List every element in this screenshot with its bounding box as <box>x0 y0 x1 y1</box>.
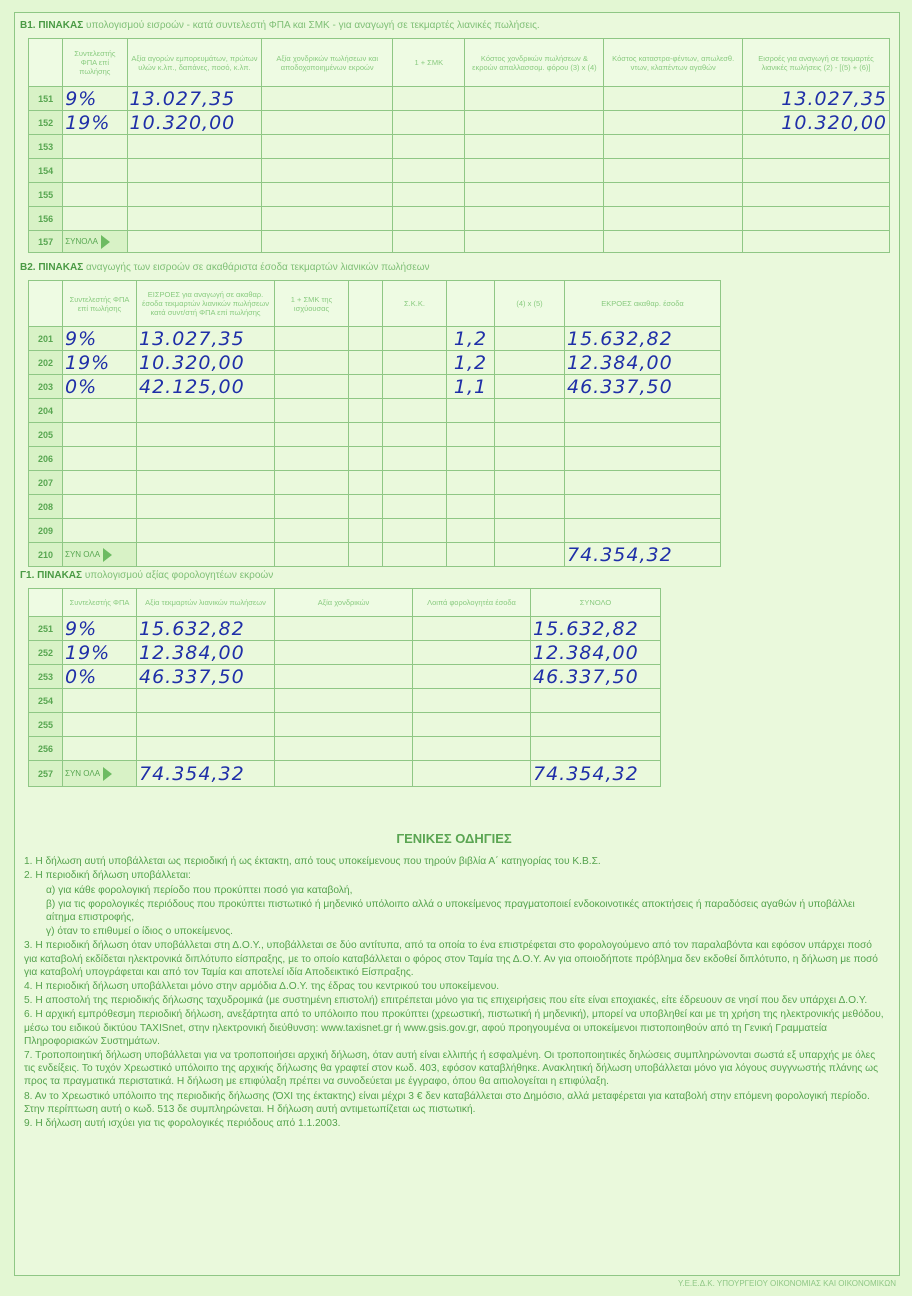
smk-cell[interactable] <box>393 207 465 231</box>
inputs-cell[interactable]: 10.320,00 <box>137 351 275 375</box>
other-cell[interactable] <box>413 689 531 713</box>
instruction-item: 3. Η περιοδική δήλωση όταν υποβάλλεται στη Δ.Ο.Υ., υποβάλλεται σε δύο αντίτυπα, από τα οποία το ένα επιστρέφεται στο φορολογούμενο από τον παραλαβόντα και εφόσον υπάρχει ποσό για καταβολή εκδίδεται ηλεκτρονικά διπλότυπο είσπραξης, με το οποίο καταβάλλεται ο φόρος στον Ταμία της Δ.Ο.Υ. Αν για οποιοδήποτε πρόβλημα δεν εκδοθεί διπλότυπο, η δήλωση με ποσό για καταβολή υπογράφεται και από τον Ταμία και αποτελεί ιδία Αποδεικτικό Είσπραξης. <box>24 940 878 978</box>
purchases-cell[interactable] <box>127 135 262 159</box>
smk-cell[interactable] <box>393 159 465 183</box>
wholesale-cell[interactable] <box>262 159 393 183</box>
skk-cell[interactable] <box>383 519 447 543</box>
b2-row <box>29 471 721 495</box>
wholesale-cell[interactable] <box>262 111 393 135</box>
wholesale-cell[interactable] <box>275 641 413 665</box>
wholesale-cell[interactable] <box>262 207 393 231</box>
total-cell[interactable] <box>495 543 565 567</box>
row-number: 201 <box>29 327 63 351</box>
skk-cell[interactable] <box>383 471 447 495</box>
inputs-cell[interactable]: 13.027,35 <box>137 327 275 351</box>
instruction-item: 1. Η δήλωση αυτή υποβάλλεται ως περιοδική ή ως έκτακτη, από τους υποκείμενους που τηρούν βιβλία Α΄ κατηγορίας του Κ.Β.Σ. <box>24 856 601 868</box>
arrow-right-icon <box>101 235 110 249</box>
rate-cell[interactable]: 0% <box>63 665 137 689</box>
retail-cell[interactable] <box>137 689 275 713</box>
b1-header-rate: Συντελεστής ΦΠΑ επί πωλήσης <box>63 39 127 87</box>
row-number: 256 <box>29 737 63 761</box>
smk-sub-cell[interactable] <box>349 351 383 375</box>
smk-sub-cell[interactable] <box>349 327 383 351</box>
smk-sub-cell[interactable] <box>349 471 383 495</box>
b2-header-skk: Σ.Κ.Κ. <box>383 281 447 327</box>
wholesale-cell[interactable] <box>262 183 393 207</box>
inputs-cell[interactable] <box>137 471 275 495</box>
smk-sub-cell[interactable] <box>349 519 383 543</box>
purchases-cell[interactable]: 10.320,00 <box>127 111 262 135</box>
total-retail-cell[interactable]: 74.354,32 <box>137 761 275 787</box>
b1-total-row <box>29 231 890 253</box>
rate-cell[interactable] <box>63 135 127 159</box>
rate-cell[interactable] <box>63 159 127 183</box>
g1-section-title: Γ1. ΠΙΝΑΚΑΣ υπολογισμού αξίας φορολογητέων εκροών <box>20 570 274 581</box>
b2-row <box>29 375 721 399</box>
total-label-text: ΣΥΝ ΟΛΑ <box>65 549 101 559</box>
rate-cell[interactable]: 19% <box>63 351 137 375</box>
smk-sub-cell[interactable] <box>349 423 383 447</box>
destroyed-cell[interactable] <box>604 207 743 231</box>
other-cell[interactable] <box>413 641 531 665</box>
product-cell[interactable] <box>495 351 565 375</box>
instruction-item: β) για τις φορολογικές περιόδους που προκύπτει πιστωτικό ή μηδενικό υπόλοιπο αλλά ο υποκείμενος πραγματοποιεί ενδοκοινοτικές αποκτήσεις ή παραδόσεις αγαθών ή υποβάλλει αίτημα επιστροφής, <box>46 898 855 924</box>
rate-cell[interactable] <box>63 207 127 231</box>
total-cell[interactable] <box>383 543 447 567</box>
smk-sub-cell[interactable] <box>349 375 383 399</box>
instruction-item: 6. Η αρχική εμπρόθεσμη περιοδική δήλωση, ανεξάρτητα από το υπόλοιπο που προκύπτει (χρεωστική, πιστωτική ή μηδενική), μπορεί να υποβληθεί και με τη χρήση της ηλεκτρονικής μεθόδου, μέσω του ειδικού δικτύου TAXISnet, στην ηλεκτρονική διεύθυνση: www.taxisnet.gr ή www.gsis.gov.gr, αφού προηγουμένα οι υποκείμενοι πιστοποιηθούν από τη Γενική Γραμματεία Πληροφοριακών Συστημάτων. <box>24 1009 884 1047</box>
skk-cell[interactable] <box>383 447 447 471</box>
total-cell[interactable] <box>531 689 661 713</box>
b1-header-cost: Κόστος χονδρικών πωλήσεων & εκροών απαλλασσομ. φόρου (3) x (4) <box>465 39 604 87</box>
row-number: 206 <box>29 447 63 471</box>
rate-cell[interactable] <box>63 183 127 207</box>
arrow-right-icon <box>103 548 112 562</box>
b1-header-destroyed: Κόστος καταστρα-φέντων, απωλεσθ. ντων, κλαπέντων αγαθών <box>604 39 743 87</box>
b1-header-purchases: Αξία αγορών εμπορευμάτων, πρώτων υλών κ.λπ., δαπάνες, ποσό, κ.λπ. <box>127 39 262 87</box>
wholesale-cell[interactable] <box>275 665 413 689</box>
outputs-cell[interactable] <box>565 399 721 423</box>
b2-table <box>28 280 721 567</box>
inputs-cell[interactable] <box>137 447 275 471</box>
row-number: 254 <box>29 689 63 713</box>
g1-row <box>29 737 661 761</box>
coefficient-cell[interactable] <box>447 447 495 471</box>
row-number: 205 <box>29 423 63 447</box>
destroyed-cell[interactable] <box>604 111 743 135</box>
total-cell[interactable] <box>393 231 465 253</box>
rate-cell[interactable] <box>63 713 137 737</box>
g1-total-row <box>29 761 661 787</box>
retail-cell[interactable]: 46.337,50 <box>137 665 275 689</box>
b2-section-title: Β2. ΠΙΝΑΚΑΣ αναγωγής των εισροών σε ακαθάριστα έσοδα τεκμαρτών λιανικών πωλήσεων <box>20 262 430 273</box>
general-instructions <box>24 832 884 1131</box>
total-cell[interactable] <box>127 231 262 253</box>
smk-sub-cell[interactable] <box>349 447 383 471</box>
smk-cell[interactable] <box>275 423 349 447</box>
rate-cell[interactable] <box>63 495 137 519</box>
b2-subtitle: αναγωγής των εισροών σε ακαθάριστα έσοδα τεκμαρτών λιανικών πωλήσεων <box>86 262 430 273</box>
retail-cell[interactable] <box>137 713 275 737</box>
total-label <box>63 761 137 787</box>
smk-cell[interactable] <box>393 87 465 111</box>
rate-cell[interactable] <box>63 447 137 471</box>
rate-cell[interactable]: 9% <box>63 617 137 641</box>
b2-row <box>29 423 721 447</box>
smk-sub-cell[interactable] <box>349 399 383 423</box>
total-cell[interactable] <box>465 231 604 253</box>
smk-cell[interactable] <box>275 375 349 399</box>
rate-cell[interactable] <box>63 423 137 447</box>
total-cell[interactable]: 12.384,00 <box>531 641 661 665</box>
row-number: 154 <box>29 159 63 183</box>
total-label-text: ΣΥΝ ΟΛΑ <box>65 768 101 778</box>
rate-cell[interactable]: 9% <box>63 87 127 111</box>
inputs-cell[interactable] <box>743 135 890 159</box>
cost-cell[interactable] <box>465 135 604 159</box>
total-label <box>63 543 137 567</box>
coefficient-cell[interactable]: 1,2 <box>447 351 495 375</box>
smk-cell[interactable] <box>393 111 465 135</box>
purchases-cell[interactable]: 13.027,35 <box>127 87 262 111</box>
total-wholesale-cell[interactable] <box>275 761 413 787</box>
b2-header-smk: 1 + ΣΜΚ της ισχύουσας <box>275 281 349 327</box>
row-number: 157 <box>29 231 63 253</box>
coefficient-cell[interactable] <box>447 399 495 423</box>
b2-header-rate: Συντελεστής ΦΠΑ επί πωλήσης <box>63 281 137 327</box>
b1-row <box>29 207 890 231</box>
row-number: 209 <box>29 519 63 543</box>
coefficient-cell[interactable]: 1,2 <box>447 327 495 351</box>
outputs-cell[interactable]: 12.384,00 <box>565 351 721 375</box>
instruction-item: 2. Η περιοδική δήλωση υποβάλλεται: <box>24 870 191 882</box>
instruction-item: γ) όταν το επιθυμεί ο ίδιος ο υποκείμενος. <box>46 926 234 938</box>
skk-cell[interactable] <box>383 351 447 375</box>
total-cell[interactable]: 46.337,50 <box>531 665 661 689</box>
product-cell[interactable] <box>495 519 565 543</box>
row-number: 202 <box>29 351 63 375</box>
wholesale-cell[interactable] <box>262 135 393 159</box>
product-cell[interactable] <box>495 399 565 423</box>
total-cell[interactable] <box>447 543 495 567</box>
footer-publisher: Υ.Ε.Ε.Δ.Κ. ΥΠΟΥΡΓΕΙΟΥ ΟΙΚΟΝΟΜΙΑΣ ΚΑΙ ΟΙΚΟΝΟΜΙΚΩΝ <box>678 1279 896 1288</box>
outputs-cell[interactable]: 15.632,82 <box>565 327 721 351</box>
product-cell[interactable] <box>495 375 565 399</box>
inputs-cell[interactable] <box>137 399 275 423</box>
destroyed-cell[interactable] <box>604 87 743 111</box>
product-cell[interactable] <box>495 423 565 447</box>
b1-row <box>29 159 890 183</box>
retail-cell[interactable]: 12.384,00 <box>137 641 275 665</box>
rate-cell[interactable]: 9% <box>63 327 137 351</box>
coefficient-cell[interactable] <box>447 423 495 447</box>
row-number: 207 <box>29 471 63 495</box>
rate-cell[interactable] <box>63 737 137 761</box>
destroyed-cell[interactable] <box>604 183 743 207</box>
purchases-cell[interactable] <box>127 183 262 207</box>
retail-cell[interactable]: 15.632,82 <box>137 617 275 641</box>
total-label-text: ΣΥΝΟΛΑ <box>65 236 99 246</box>
outputs-cell[interactable] <box>565 471 721 495</box>
total-label <box>63 231 127 253</box>
smk-cell[interactable] <box>275 399 349 423</box>
b2-row <box>29 351 721 375</box>
product-cell[interactable] <box>495 327 565 351</box>
row-number: 156 <box>29 207 63 231</box>
row-number: 155 <box>29 183 63 207</box>
b1-subtitle: υπολογισμού εισροών - κατά συντελεστή ΦΠΑ και ΣΜΚ - για αναγωγή σε τεκμαρτές λιανικές πωλήσεις. <box>86 20 540 31</box>
b2-row <box>29 519 721 543</box>
total-cell[interactable] <box>275 543 349 567</box>
instruction-item: 8. Αν το Χρεωστικό υπόλοιπο της περιοδικής δήλωσης (ΌΧΙ της έκτακτης) είναι μέχρι 3 € δεν καταβάλλεται στο Δημόσιο, αλλά μεταφέρεται για καταβολή στην επόμενη φορολογική περίοδο. Στην περίπτωση αυτή ο κωδ. 513 δε συμπληρώνεται. Η δήλωση αυτή αντιμετωπίζεται ως πιστωτική. <box>24 1090 870 1115</box>
purchases-cell[interactable] <box>127 159 262 183</box>
cost-cell[interactable] <box>465 183 604 207</box>
smk-cell[interactable] <box>393 135 465 159</box>
total-cell[interactable] <box>349 543 383 567</box>
inputs-cell[interactable] <box>137 495 275 519</box>
rate-cell[interactable] <box>63 519 137 543</box>
row-number: 253 <box>29 665 63 689</box>
b1-header-inputs: Εισροές για αναγωγή σε τεκμαρτές λιανικές πωλήσεις (2) - [(5) + (6)] <box>743 39 890 87</box>
other-cell[interactable] <box>413 665 531 689</box>
outputs-cell[interactable]: 46.337,50 <box>565 375 721 399</box>
b2-row <box>29 495 721 519</box>
instruction-item: 7. Τροποποιητική δήλωση υποβάλλεται για να τροποποιήσει αρχική δήλωση, όταν αυτή είναι ελλιπής ή εσφαλμένη. Οι τροποποιητικές δηλώσεις συμπληρώνονται σωστά εξ υπαρχής με όλες τις ενδείξεις. Το τυχόν Χρεωστικό υπόλοιπο της αρχικής δήλωσης θα γραφτεί στον κωδ. 403, εφόσον καταβλήθηκε. Ανακλητική δήλωση υποβάλλεται μόνο για λόγους συγγνωστής πλάνης ως προς τα πραγματικά περιστατικά. Η δήλωση με επιφύλαξη πρέπει να συνοδεύεται με έγγραφο, όπου θα αιτιολογείται η επιφύλαξη. <box>24 1050 879 1088</box>
wholesale-cell[interactable] <box>275 737 413 761</box>
instructions-title: ΓΕΝΙΚΕΣ ΟΔΗΓΙΕΣ <box>396 831 512 846</box>
wholesale-cell[interactable] <box>275 617 413 641</box>
instruction-item: 4. Η περιοδική δήλωση υποβάλλεται μόνο στην αρμόδια Δ.Ο.Υ. της έδρας του κεντρικού του υποκείμενου. <box>24 981 500 993</box>
inputs-cell[interactable] <box>137 519 275 543</box>
arrow-right-icon <box>103 767 112 781</box>
rate-cell[interactable]: 0% <box>63 375 137 399</box>
skk-cell[interactable] <box>383 375 447 399</box>
total-cell[interactable] <box>531 713 661 737</box>
row-number: 251 <box>29 617 63 641</box>
instruction-item: α) για κάθε φορολογική περίοδο που προκύπτει ποσό για καταβολή, <box>46 884 353 896</box>
row-number: 252 <box>29 641 63 665</box>
b1-row <box>29 183 890 207</box>
wholesale-cell[interactable] <box>275 689 413 713</box>
total-cell[interactable] <box>743 231 890 253</box>
outputs-cell[interactable] <box>565 495 721 519</box>
inputs-cell[interactable] <box>743 207 890 231</box>
row-number: 203 <box>29 375 63 399</box>
cost-cell[interactable] <box>465 111 604 135</box>
inputs-cell[interactable] <box>137 423 275 447</box>
b2-header-inputs: ΕΙΣΡΟΕΣ για αναγωγή σε ακαθαρ. έσοδα τεκμαρτών λιανικών πωλήσεων κατά συντ/στή ΦΠΑ επί πωλήσης <box>137 281 275 327</box>
instruction-item: 5. Η αποστολή της περιοδικής δήλωσης ταχυδρομικά (με συστημένη επιστολή) επιτρέπεται μόνο για τις επιχειρήσεις που είτε είναι εποχιακές, είτε έδρευουν σε νησί που δεν υπάρχει Δ.Ο.Υ. <box>24 995 868 1007</box>
outputs-cell[interactable] <box>565 423 721 447</box>
total-outputs-cell[interactable]: 74.354,32 <box>565 543 721 567</box>
skk-cell[interactable] <box>383 495 447 519</box>
smk-cell[interactable] <box>275 519 349 543</box>
coefficient-cell[interactable] <box>447 519 495 543</box>
row-number: 257 <box>29 761 63 787</box>
destroyed-cell[interactable] <box>604 159 743 183</box>
inputs-cell[interactable]: 13.027,35 <box>743 87 890 111</box>
smk-cell[interactable] <box>275 495 349 519</box>
b2-row <box>29 447 721 471</box>
skk-cell[interactable] <box>383 327 447 351</box>
b1-row <box>29 111 890 135</box>
g1-header-retail: Αξία τεκμαρτών λιανικών πωλήσεων <box>137 589 275 617</box>
inputs-cell[interactable]: 42.125,00 <box>137 375 275 399</box>
b1-section-title: Β1. ΠΙΝΑΚΑΣ υπολογισμού εισροών - κατά συντελεστή ΦΠΑ και ΣΜΚ - για αναγωγή σε τεκμαρτές λιανικές πωλήσεις. <box>20 20 540 31</box>
outputs-cell[interactable] <box>565 519 721 543</box>
b1-header-wholesale: Αξία χονδρικών πωλήσεων και αποδοχοποιημένων εκροών <box>262 39 393 87</box>
b1-header-smk: 1 + ΣΜΚ <box>393 39 465 87</box>
g1-row <box>29 713 661 737</box>
smk-sub-cell[interactable] <box>349 495 383 519</box>
b1-row <box>29 135 890 159</box>
g1-header-wholesale: Αξία χονδρικών <box>275 589 413 617</box>
total-cell[interactable] <box>604 231 743 253</box>
g1-row <box>29 689 661 713</box>
row-number: 153 <box>29 135 63 159</box>
g1-header-other: Λοιπά φορολογητέα έσοδα <box>413 589 531 617</box>
other-cell[interactable] <box>413 713 531 737</box>
total-cell[interactable] <box>531 737 661 761</box>
row-number: 151 <box>29 87 63 111</box>
row-number: 208 <box>29 495 63 519</box>
smk-cell[interactable] <box>275 351 349 375</box>
product-cell[interactable] <box>495 495 565 519</box>
cost-cell[interactable] <box>465 159 604 183</box>
smk-cell[interactable] <box>275 327 349 351</box>
total-cell[interactable]: 15.632,82 <box>531 617 661 641</box>
rate-cell[interactable]: 19% <box>63 111 127 135</box>
purchases-cell[interactable] <box>127 207 262 231</box>
b1-table <box>28 38 890 253</box>
coefficient-cell[interactable]: 1,1 <box>447 375 495 399</box>
inputs-cell[interactable] <box>743 183 890 207</box>
coefficient-cell[interactable] <box>447 471 495 495</box>
row-number: 152 <box>29 111 63 135</box>
g1-row <box>29 617 661 641</box>
wholesale-cell[interactable] <box>262 87 393 111</box>
inputs-cell[interactable]: 10.320,00 <box>743 111 890 135</box>
outputs-cell[interactable] <box>565 447 721 471</box>
row-number: 204 <box>29 399 63 423</box>
retail-cell[interactable] <box>137 737 275 761</box>
row-number: 255 <box>29 713 63 737</box>
b2-row <box>29 399 721 423</box>
b1-row <box>29 87 890 111</box>
cost-cell[interactable] <box>465 87 604 111</box>
instruction-item: 9. Η δήλωση αυτή ισχύει για τις φορολογικές περιόδους από 1.1.2003. <box>24 1118 341 1130</box>
b2-total-row <box>29 543 721 567</box>
smk-cell[interactable] <box>275 471 349 495</box>
skk-cell[interactable] <box>383 399 447 423</box>
g1-row <box>29 665 661 689</box>
rate-cell[interactable] <box>63 689 137 713</box>
product-cell[interactable] <box>495 471 565 495</box>
total-cell[interactable] <box>262 231 393 253</box>
rate-cell[interactable] <box>63 399 137 423</box>
skk-cell[interactable] <box>383 423 447 447</box>
other-cell[interactable] <box>413 617 531 641</box>
destroyed-cell[interactable] <box>604 135 743 159</box>
b2-row <box>29 327 721 351</box>
product-cell[interactable] <box>495 447 565 471</box>
g1-header-total: ΣΥΝΟΛΟ <box>531 589 661 617</box>
g1-header-rate: Συντελεστής ΦΠΑ <box>63 589 137 617</box>
g1-row <box>29 641 661 665</box>
row-number: 210 <box>29 543 63 567</box>
coefficient-cell[interactable] <box>447 495 495 519</box>
b2-header-product: (4) x (5) <box>495 281 565 327</box>
total-cell[interactable] <box>137 543 275 567</box>
g1-table <box>28 588 661 787</box>
grand-total-cell[interactable]: 74.354,32 <box>531 761 661 787</box>
total-other-cell[interactable] <box>413 761 531 787</box>
rate-cell[interactable]: 19% <box>63 641 137 665</box>
inputs-cell[interactable] <box>743 159 890 183</box>
smk-cell[interactable] <box>393 183 465 207</box>
smk-cell[interactable] <box>275 447 349 471</box>
g1-subtitle: υπολογισμού αξίας φορολογητέων εκροών <box>84 570 274 581</box>
b2-header-outputs: ΕΚΡΟΕΣ ακαθαρ. έσοδα <box>565 281 721 327</box>
rate-cell[interactable] <box>63 471 137 495</box>
other-cell[interactable] <box>413 737 531 761</box>
wholesale-cell[interactable] <box>275 713 413 737</box>
cost-cell[interactable] <box>465 207 604 231</box>
